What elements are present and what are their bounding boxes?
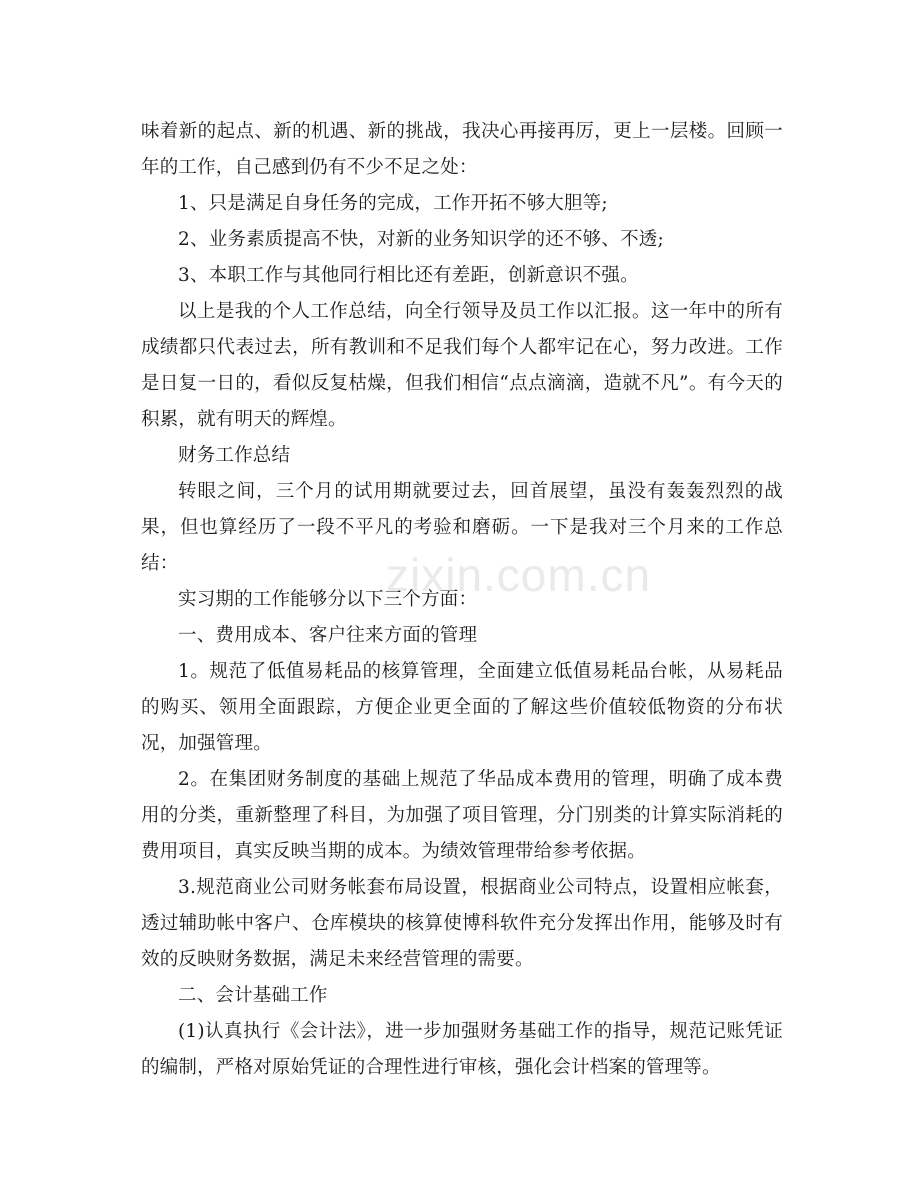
list-item-cost-2: 2。在集团财务制度的基础上规范了华品成本费用的管理，明确了成本费用的分类，重新整理了科目，为加强了项目管理，分门别类的计算实际消耗的费用项目，真实反映当期的成本。为绩效管理带给参考依据。 xyxy=(141,769,783,862)
paragraph-probation-intro: 转眼之间，三个月的试用期就要过去，回首展望，虽没有轰轰烈烈的战果，但也算经历了一段不平凡的考验和磨砺。一下是我对三个月来的工作总结： xyxy=(141,481,783,574)
heading-cost-management: 一、费用成本、客户往来方面的管理 xyxy=(178,625,478,646)
list-item-shortcoming-1: 1、只是满足自身任务的完成，工作开拓不够大胆等; xyxy=(178,193,608,214)
list-item-cost-3: 3.规范商业公司财务帐套布局设置，根据商业公司特点，设置相应帐套，透过辅助帐中客户、仓库模块的核算使博科软件充分发挥出作用，能够及时有效的反映财务数据，满足未来经营管理的需要。 xyxy=(141,877,783,970)
paragraph-conclusion: 以上是我的个人工作总结，向全行领导及员工作以汇报。这一年中的所有成绩都只代表过去，所有教训和不足我们每个人都牢记在心，努力改进。工作是日复一日的，看似反复枯燥，但我们相信“点点滴滴，造就不凡”。有今天的积累，就有明天的辉煌。 xyxy=(141,301,783,430)
watermark-text: zixin.com.cn xyxy=(386,549,652,601)
list-item-cost-1: 1。规范了低值易耗品的核算管理，全面建立低值易耗品台帐，从易耗品的购买、领用全面跟踪，方便企业更全面的了解这些价值较低物资的分布状况，加强管理。 xyxy=(141,661,783,754)
heading-accounting-basics: 二、会计基础工作 xyxy=(178,985,328,1006)
list-item-accounting-1: (1)认真执行《会计法》，进一步加强财务基础工作的指导，规范记账凭证的编制，严格对原始凭证的合理性进行审核，强化会计档案的管理等。 xyxy=(141,1021,783,1078)
list-item-shortcoming-3: 3、本职工作与其他同行相比还有差距，创新意识不强。 xyxy=(178,265,639,286)
paragraph-continued-intro: 味着新的起点、新的机遇、新的挑战，我决心再接再厉，更上一层楼。回顾一年的工作，自己感到仍有不少不足之处： xyxy=(141,121,783,178)
section-title-finance-summary: 财务工作总结 xyxy=(178,445,291,466)
document-body xyxy=(141,114,783,1086)
list-item-shortcoming-2: 2、业务素质提高不快，对新的业务知识学的还不够、不透; xyxy=(178,229,664,250)
paragraph-three-aspects: 实习期的工作能够分以下三个方面： xyxy=(178,589,478,610)
